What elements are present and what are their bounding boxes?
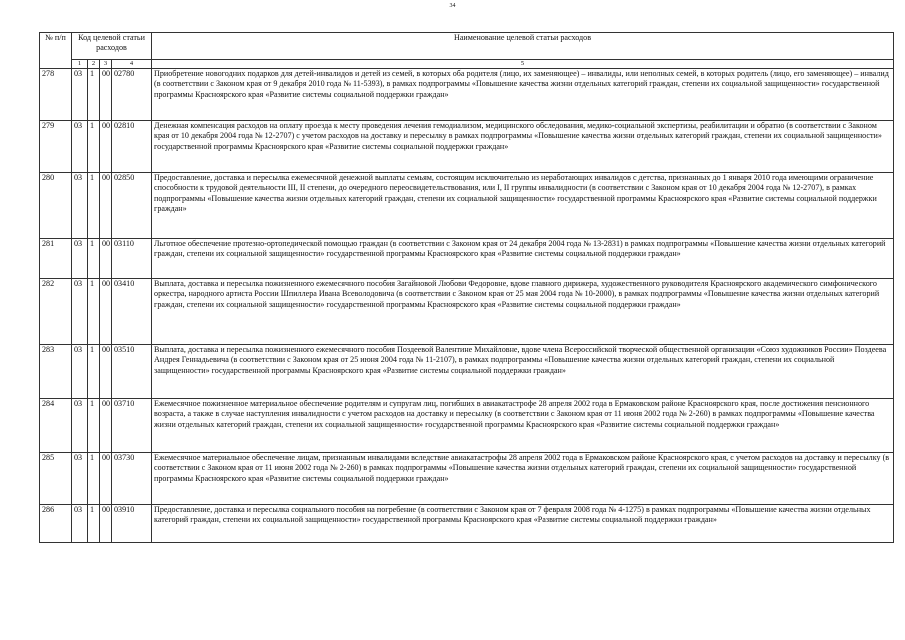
- index-cell: 2: [88, 60, 100, 69]
- header-num: № п/п: [40, 33, 72, 69]
- table-row: [40, 239, 894, 279]
- page-number: 34: [449, 3, 456, 9]
- table-index-row: [40, 60, 894, 69]
- table-row: [40, 173, 894, 239]
- row-description: Ежемесячное пожизненное материальное обеспечение родителям и супругам лиц, погибших в авиакатастрофе 28 апреля 2002 года в Ермаковском районе Красноярского края, после достижения пенсионного возраста, а также в случае наступления инвалидности с учетом расходов на доставку и пересылку (в соответствии с Законом края от 11 июня 2002 года № 2-260) в рамках подпрограммы «Повышение качества жизни отдельных категорий граждан, степени их социальной защищенности» государственной программы Красноярского края «Развитие системы социальной поддержки граждан»: [152, 399, 894, 453]
- code-part-4: 02810: [112, 121, 152, 173]
- code-part-4: 03730: [112, 453, 152, 505]
- table-row: [40, 505, 894, 543]
- code-part-2: 1: [88, 345, 100, 399]
- index-cell: 4: [112, 60, 152, 69]
- row-number: 286: [40, 505, 72, 543]
- code-part-3: 00: [100, 279, 112, 345]
- code-part-2: 1: [88, 121, 100, 173]
- table-row: [40, 399, 894, 453]
- code-part-1: 03: [72, 505, 88, 543]
- row-number: 284: [40, 399, 72, 453]
- code-part-2: 1: [88, 69, 100, 121]
- header-name: Наименование целевой статьи расходов: [152, 33, 894, 60]
- code-part-2: 1: [88, 453, 100, 505]
- code-part-1: 03: [72, 173, 88, 239]
- row-description: Льготное обеспечение протезно-ортопедической помощью граждан (в соответствии с Законом края от 24 декабря 2004 года № 13-2831) в рамках подпрограммы «Повышение качества жизни отдельных категорий граждан, степени их социальной защищенности» государственной программы Красноярского края «Развитие системы социальной поддержки граждан»: [152, 239, 894, 279]
- table-row: [40, 69, 894, 121]
- row-description: Денежная компенсация расходов на оплату проезда к месту проведения лечения гемодиализом, медицинского обследования, медико-социальной экспертизы, реабилитации и обратно (в соответствии с Законом края от 10 декабря 2004 года № 12-2707) с учетом расходов на доставку и пересылку в рамках подпрограммы «Повышение качества жизни отдельных категорий граждан, степени их социальной защищенности» государственной программы Красноярского края «Развитие системы социальной поддержки граждан»: [152, 121, 894, 173]
- code-part-3: 00: [100, 121, 112, 173]
- code-part-1: 03: [72, 345, 88, 399]
- table-header-row: [40, 33, 894, 60]
- code-part-1: 03: [72, 69, 88, 121]
- code-part-1: 03: [72, 453, 88, 505]
- code-part-3: 00: [100, 69, 112, 121]
- code-part-2: 1: [88, 239, 100, 279]
- code-part-4: 03110: [112, 239, 152, 279]
- row-description: Предоставление, доставка и пересылка социального пособия на погребение (в соответствии с Законом края от 7 февраля 2008 года № 4-1275) в рамках подпрограммы «Повышение качества жизни отдельных категорий граждан, степени их социальной защищенности» государственной программы Красноярского края «Развитие системы социальной поддержки граждан»: [152, 505, 894, 543]
- row-number: 283: [40, 345, 72, 399]
- code-part-1: 03: [72, 279, 88, 345]
- table-row: [40, 453, 894, 505]
- code-part-2: 1: [88, 399, 100, 453]
- code-part-4: 03410: [112, 279, 152, 345]
- row-number: 281: [40, 239, 72, 279]
- code-part-3: 00: [100, 453, 112, 505]
- code-part-4: 02780: [112, 69, 152, 121]
- code-part-3: 00: [100, 173, 112, 239]
- code-part-4: 03910: [112, 505, 152, 543]
- row-number: 285: [40, 453, 72, 505]
- table-row: [40, 279, 894, 345]
- row-description: Выплата, доставка и пересылка пожизненного ежемесячного пособия Поздеевой Валентине Михайловне, вдове члена Всероссийской творческой общественной организации «Союз художников России» Поздеева Андрея Геннадьевича (в соответствии с Законом края от 25 июня 2004 года № 11-2107), в рамках подпрограммы «Повышение качества жизни отдельных категорий граждан, степени их социальной защищенности» государственной программы Красноярского края «Развитие системы социальной поддержки граждан»: [152, 345, 894, 399]
- code-part-1: 03: [72, 239, 88, 279]
- code-part-4: 02850: [112, 173, 152, 239]
- row-number: 278: [40, 69, 72, 121]
- budget-table: [39, 32, 894, 543]
- code-part-1: 03: [72, 121, 88, 173]
- code-part-4: 03710: [112, 399, 152, 453]
- row-number: 282: [40, 279, 72, 345]
- code-part-3: 00: [100, 239, 112, 279]
- code-part-4: 03510: [112, 345, 152, 399]
- row-number: 280: [40, 173, 72, 239]
- table-row: [40, 345, 894, 399]
- index-cell: 1: [72, 60, 88, 69]
- row-description: Ежемесячное материальное обеспечение лицам, признанным инвалидами вследствие авиакатастрофы 28 апреля 2002 года в Ермаковском районе Красноярского края, с учетом расходов на доставку и пересылку (в соответствии с Законом края от 11 июня 2002 года № 2-260) в рамках подпрограммы «Повышение качества жизни отдельных категорий граждан, степени их социальной защищенности» государственной программы Красноярского края «Развитие системы социальной поддержки граждан»: [152, 453, 894, 505]
- code-part-3: 00: [100, 345, 112, 399]
- code-part-3: 00: [100, 399, 112, 453]
- index-cell: 5: [152, 60, 894, 69]
- code-part-1: 03: [72, 399, 88, 453]
- header-code: Код целевой статьи расходов: [72, 33, 152, 60]
- code-part-2: 1: [88, 173, 100, 239]
- index-cell: 3: [100, 60, 112, 69]
- code-part-2: 1: [88, 279, 100, 345]
- code-part-3: 00: [100, 505, 112, 543]
- row-description: Предоставление, доставка и пересылка ежемесячной денежной выплаты семьям, состоящим исключительно из неработающих инвалидов с детства, признанных до 1 января 2010 года имеющими ограничение способности к трудовой деятельности III, II степени, до очередного переосвидетельствования, или I, II группы инвалидности (в соответствии с Законом края от 10 декабря 2004 года № 12-2707), в рамках подпрограммы «Повышение качества жизни отдельных категорий граждан, степени их социальной защищенности» государственной программы Красноярского края «Развитие системы социальной поддержки граждан»: [152, 173, 894, 239]
- row-description: Выплата, доставка и пересылка пожизненного ежемесячного пособия Загайновой Любови Федоровне, вдове главного дирижера, художественного руководителя Красноярского академического симфонического оркестра, народного артиста России Шпиллера Ивана Всеволодовича (в соответствии с Законом края от 25 мая 2004 года № 10-2000), в рамках подпрограммы «Повышение качества жизни отдельных категорий граждан, степени их социальной защищенности» государственной программы Красноярского края «Развитие системы социальной поддержки граждан»: [152, 279, 894, 345]
- row-description: Приобретение новогодних подарков для детей-инвалидов и детей из семей, в которых оба родителя (лицо, их заменяющее) – инвалиды, или неполных семей, в которых родитель (лицо, его заменяющее) – инвалид (в соответствии с Законом края от 9 декабря 2010 года № 11-5393), в рамках подпрограммы «Повышение качества жизни отдельных категорий граждан, степени их социальной защищенности» государственной программы Красноярского края «Развитие системы социальной поддержки граждан»: [152, 69, 894, 121]
- table-row: [40, 121, 894, 173]
- row-number: 279: [40, 121, 72, 173]
- code-part-2: 1: [88, 505, 100, 543]
